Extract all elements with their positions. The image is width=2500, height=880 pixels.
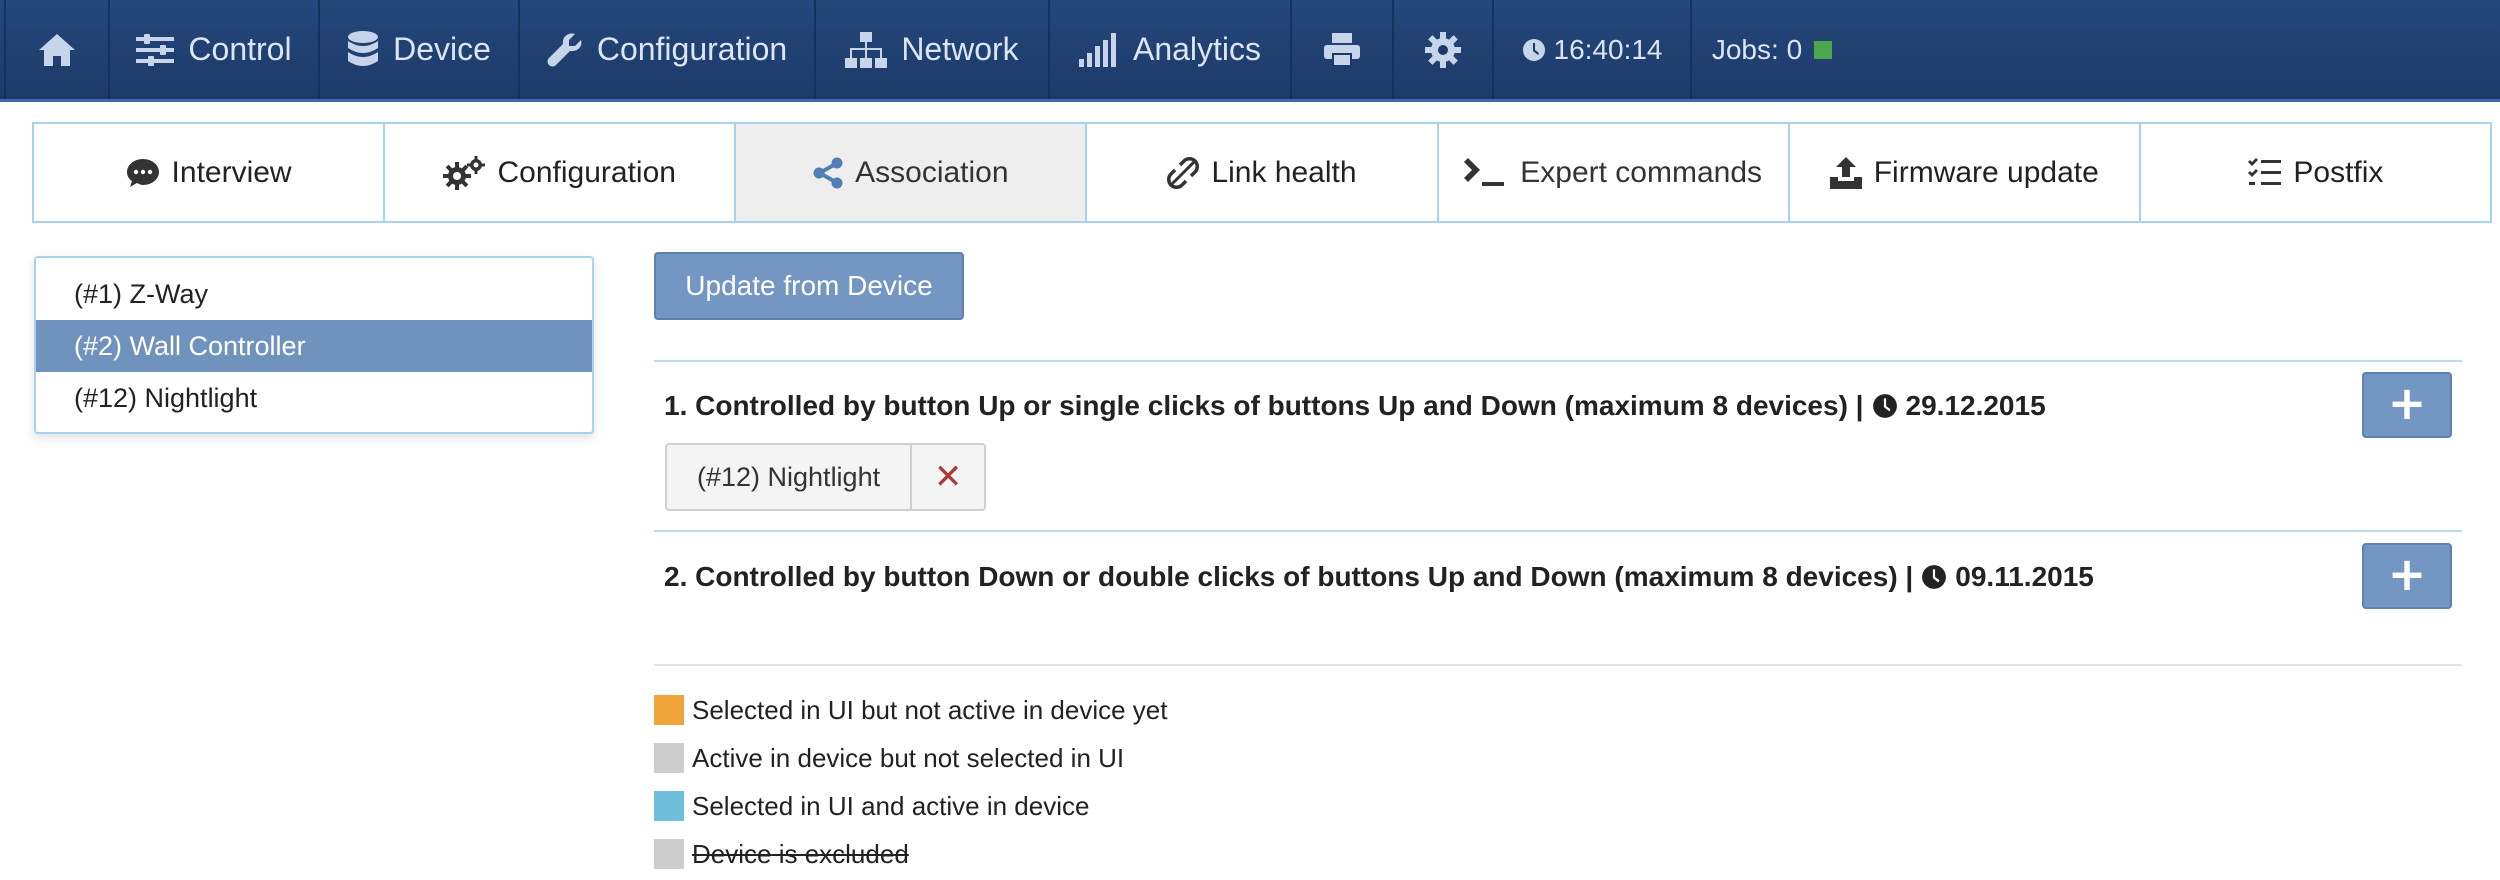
tab-firmware-update[interactable] bbox=[1790, 124, 2141, 221]
legend-item bbox=[654, 686, 1168, 734]
legend-swatch-orange bbox=[654, 695, 684, 725]
nav-network-label: Network bbox=[901, 31, 1019, 67]
group-2-date: 09.11.2015 bbox=[1955, 561, 2094, 592]
nav-home[interactable] bbox=[4, 0, 110, 99]
nav-device-label: Device bbox=[393, 31, 491, 67]
legend-item bbox=[654, 734, 1168, 782]
association-chip-label: (#12) Nightlight bbox=[667, 445, 912, 509]
tab-expert-commands[interactable] bbox=[1439, 124, 1790, 221]
clock-icon bbox=[1872, 393, 1898, 419]
device-tabs bbox=[32, 122, 2492, 223]
tab-link-health-label: Link health bbox=[1211, 155, 1357, 189]
nav-network[interactable] bbox=[816, 0, 1050, 99]
home-icon bbox=[37, 32, 77, 68]
legend-swatch-grey bbox=[654, 839, 684, 869]
divider bbox=[654, 530, 2462, 532]
device-list-item[interactable]: (#1) Z-Way bbox=[74, 279, 208, 309]
legend-swatch-grey bbox=[654, 743, 684, 773]
tab-interview-label: Interview bbox=[171, 155, 292, 189]
gears-icon bbox=[443, 156, 485, 190]
top-navbar bbox=[0, 0, 2500, 102]
clock-time: 16:40:14 bbox=[1553, 33, 1663, 65]
device-list bbox=[34, 256, 594, 434]
association-group-2-title bbox=[664, 561, 2094, 593]
add-association-button-group-2[interactable]: + bbox=[2362, 543, 2452, 609]
unlink-icon bbox=[1167, 157, 1199, 189]
tab-link-health[interactable] bbox=[1087, 124, 1438, 221]
nav-configuration-label: Configuration bbox=[596, 31, 788, 67]
tab-expert-commands-label: Expert commands bbox=[1520, 155, 1763, 189]
tab-postfix[interactable] bbox=[2141, 124, 2490, 221]
wrench-icon bbox=[547, 32, 583, 68]
tab-firmware-update-label: Firmware update bbox=[1873, 155, 2099, 189]
jobs-status-indicator bbox=[1814, 41, 1832, 59]
nav-jobs[interactable] bbox=[1692, 0, 1852, 99]
group-2-title-text: 2. Controlled by button Down or double clicks of buttons Up and Down (maximum 8 devices) | bbox=[664, 561, 1914, 592]
device-list-item[interactable]: (#12) Nightlight bbox=[74, 383, 258, 413]
legend-swatch-blue bbox=[654, 791, 684, 821]
tab-association[interactable] bbox=[736, 124, 1087, 221]
terminal-icon bbox=[1464, 158, 1508, 188]
share-icon bbox=[813, 157, 843, 189]
tab-postfix-label: Postfix bbox=[2293, 155, 2384, 189]
tab-association-label: Association bbox=[855, 155, 1009, 189]
add-association-button-group-1[interactable]: + bbox=[2362, 372, 2452, 438]
legend-label: Active in device but not selected in UI bbox=[692, 742, 1125, 773]
tab-configuration-label: Configuration bbox=[497, 155, 676, 189]
database-icon bbox=[347, 31, 379, 69]
nav-control[interactable] bbox=[110, 0, 320, 99]
device-list-item-selected[interactable]: (#2) Wall Controller bbox=[36, 320, 592, 372]
legend-item bbox=[654, 830, 1168, 878]
association-chip bbox=[665, 443, 986, 511]
sliders-icon bbox=[136, 34, 174, 66]
printer-icon bbox=[1324, 33, 1360, 67]
update-from-device-button[interactable]: Update from Device bbox=[654, 252, 964, 320]
legend-item bbox=[654, 782, 1168, 830]
signal-bars-icon bbox=[1079, 33, 1119, 67]
tab-interview[interactable] bbox=[34, 124, 385, 221]
legend-label: Selected in UI and active in device bbox=[692, 790, 1090, 821]
legend-label-excluded: Device is excluded bbox=[692, 838, 909, 869]
association-group-1-title bbox=[664, 390, 2046, 422]
list-check-icon bbox=[2247, 158, 2281, 188]
tab-configuration[interactable] bbox=[385, 124, 736, 221]
nav-print[interactable] bbox=[1292, 0, 1394, 99]
nav-control-label: Control bbox=[188, 31, 292, 67]
sitemap-icon bbox=[845, 32, 887, 68]
nav-settings[interactable] bbox=[1394, 0, 1494, 99]
legend-label: Selected in UI but not active in device yet bbox=[692, 694, 1168, 725]
nav-clock bbox=[1494, 0, 1692, 99]
divider bbox=[654, 664, 2462, 666]
nav-analytics-label: Analytics bbox=[1132, 31, 1262, 67]
group-1-title-text: 1. Controlled by button Up or single clicks of buttons Up and Down (maximum 8 devices) | bbox=[664, 390, 1864, 421]
divider bbox=[654, 360, 2462, 362]
group-1-date: 29.12.2015 bbox=[1905, 390, 2046, 421]
nav-configuration[interactable] bbox=[520, 0, 816, 99]
remove-association-button[interactable]: ✕ bbox=[933, 457, 963, 497]
jobs-label: Jobs: 0 bbox=[1711, 33, 1803, 65]
comment-icon bbox=[126, 158, 160, 188]
gear-icon bbox=[1425, 32, 1461, 68]
upload-icon bbox=[1830, 157, 1862, 189]
clock-icon bbox=[1522, 38, 1546, 62]
legend bbox=[654, 686, 1168, 878]
nav-analytics[interactable] bbox=[1050, 0, 1292, 99]
nav-device[interactable] bbox=[320, 0, 520, 99]
clock-icon bbox=[1921, 564, 1947, 590]
